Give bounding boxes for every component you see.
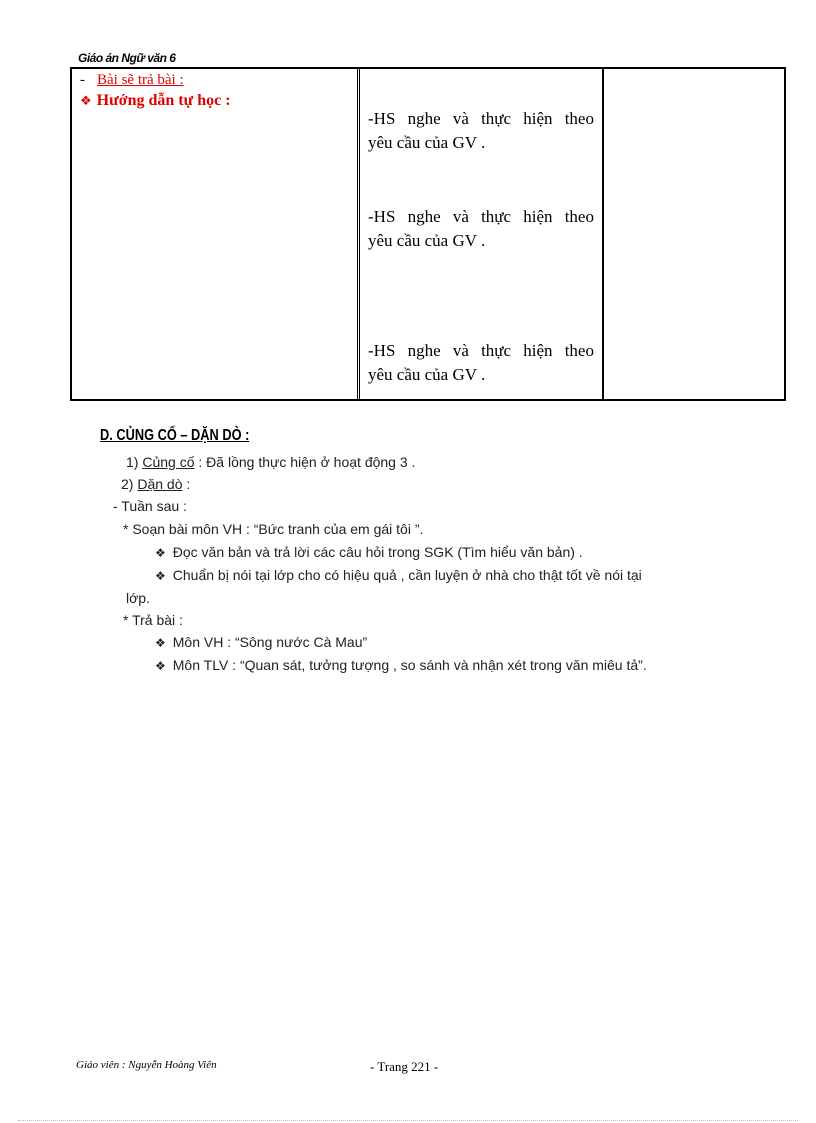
bullet-text: Đọc văn bản và trả lời các câu hỏi trong SGK (Tìm hiểu văn bản) .	[172, 544, 583, 560]
bullet-literature	[155, 634, 367, 650]
prepare-lesson-line: * Soạn bài môn VH : “Bức tranh của em gái tôi ”.	[123, 521, 424, 537]
response-word: hiện	[523, 207, 553, 226]
diamond-bullet-icon: ❖	[155, 546, 166, 560]
response-word: nghe	[407, 109, 441, 128]
teacher-activity-column	[72, 69, 360, 399]
next-week-line: - Tuần sau :	[113, 498, 187, 514]
homework-label: Bài sẽ trả bài :	[97, 72, 184, 88]
student-response	[368, 107, 594, 155]
response-word: và	[452, 207, 469, 226]
footer-page-number: - Trang 221 -	[370, 1059, 439, 1074]
footer-teacher: Giáo viên : Nguyễn Hoàng Viên	[76, 1059, 217, 1071]
instructions-text: :	[186, 476, 191, 492]
instructions-label: Dặn dò	[137, 476, 183, 492]
response-word: theo	[564, 109, 594, 128]
bullet-read-text	[155, 544, 583, 560]
response-word: và	[452, 109, 469, 128]
return-lesson-line: * Trả bài :	[123, 612, 183, 628]
student-response	[368, 205, 594, 253]
response-word: hiện	[523, 109, 553, 128]
notes-column	[605, 69, 784, 399]
section-title: D. CỦNG CỐ – DẶN DÒ :	[100, 427, 250, 444]
homework-line	[80, 72, 184, 89]
response-word: theo	[564, 341, 594, 360]
bullet-continuation: lớp.	[126, 590, 150, 606]
item-number: 1)	[126, 454, 139, 470]
response-word: theo	[564, 207, 594, 226]
response-word: -HS	[368, 207, 396, 226]
response-line-2: yêu cầu của GV .	[368, 133, 486, 152]
response-word: -HS	[368, 109, 396, 128]
response-line-2: yêu cầu của GV .	[368, 231, 486, 250]
page-bottom-divider	[18, 1120, 798, 1121]
response-word: và	[452, 341, 469, 360]
bullet-writing	[155, 657, 647, 673]
page-header: Giáo án Ngữ văn 6	[78, 51, 176, 65]
diamond-bullet-icon: ❖	[155, 636, 166, 650]
consolidation-text: : Đã lồng thực hiện ở hoạt động 3 .	[198, 454, 416, 470]
diamond-bullet-icon: ❖	[80, 94, 92, 109]
response-word: hiện	[523, 341, 553, 360]
response-word: thực	[481, 341, 512, 360]
response-word: -HS	[368, 341, 396, 360]
bullet-text: Môn TLV : “Quan sát, tưởng tượng , so sánh và nhận xét trong văn miêu tả”.	[172, 657, 647, 673]
response-word: nghe	[407, 341, 441, 360]
item-number: 2)	[121, 476, 134, 492]
bullet-text: Chuẩn bị nói tại lớp cho có hiệu quả , cần luyện ở nhà cho thật tốt về nói tại	[172, 567, 642, 583]
self-study-heading	[80, 92, 231, 110]
instructions-line	[121, 476, 190, 492]
response-word: thực	[481, 109, 512, 128]
self-study-title: Hướng dẫn tự học :	[96, 92, 231, 109]
diamond-bullet-icon: ❖	[155, 569, 166, 583]
consolidation-line	[126, 454, 415, 470]
student-response	[368, 339, 594, 387]
consolidation-label: Củng cố	[142, 454, 195, 470]
response-word: thực	[481, 207, 512, 226]
response-line-2: yêu cầu của GV .	[368, 365, 486, 384]
bullet-text: Môn VH : “Sông nước Cà Mau”	[172, 634, 368, 650]
response-word: nghe	[407, 207, 441, 226]
lesson-table	[70, 67, 786, 401]
dash-marker: -	[80, 72, 85, 88]
bullet-prepare-speaking	[155, 567, 642, 583]
diamond-bullet-icon: ❖	[155, 659, 166, 673]
student-activity-column	[362, 69, 604, 399]
